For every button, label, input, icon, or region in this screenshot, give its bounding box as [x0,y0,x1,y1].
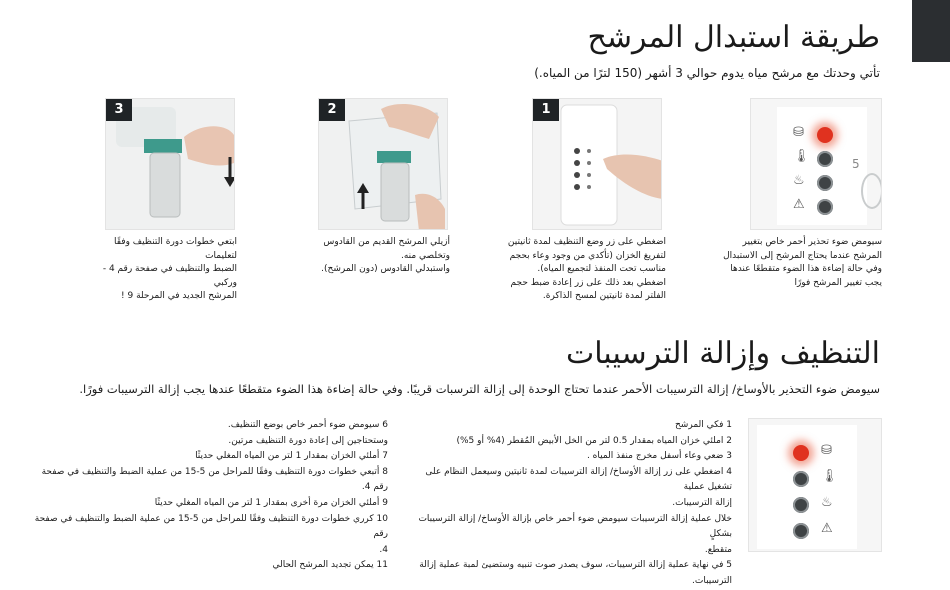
dial-knob [861,173,882,209]
list-item: 6 سيومض ضوء أحمر خاص بوضع التنظيف. [227,420,388,430]
section1-intro: تأتي وحدتك مع مرشح مياه يدوم حوالي 3 أشهر (150 لترًا من المياه.) [534,66,880,80]
control-panel-image-2 [748,418,882,552]
panel-button-2 [793,471,809,487]
step1-caption-line: لتفريغ الخزان (تأكدي من وجود وعاء بحجم [509,250,666,261]
thermometer-icon: 🌡 [821,469,838,484]
panel-caption-line: المرشح عندما يحتاج المرشح إلى الاستبدال [723,250,882,261]
filter-cartridge-icon: ⛁ [793,125,804,140]
list-item: 7 أملئي الخزان بمقدار 1 لتر من المياه المغلي حديثًا [195,451,388,462]
step2-caption [300,236,450,277]
step3-caption-line: ابتعي خطوات دورة التنظيف وفقًا لتعليمات [113,237,237,261]
list-item: 4. [379,544,388,555]
list-item: 1 فكي المرشح [675,420,732,430]
step3-caption-line: الضبط والتنظيف في صفحة رقم 4 - وركبي [102,264,237,288]
step1-number-badge: 1 [533,99,559,121]
step1-caption [490,236,666,304]
list-item: 2 املئي خزان المياه بمقدار 0.5 لتر من الخل الأبيض المُقطر (4% أو 5%) [456,435,732,446]
list-item: متقطع. [704,544,732,555]
list-item: 3 ضعي وعاء أسفل مخرج منفذ المياه . [586,451,732,462]
list-item: خلال عملية إزالة الترسيبات سيومض ضوء أحمر خاص بإزالة الأوساخ/ إزالة الترسيبات بشكلٍ [418,513,732,540]
section1-title: طريقة استبدال المرشح [587,20,880,55]
list-item: 5 في نهاية عملية إزالة الترسيبات، سوف يصدر صوت تنبيه وستضيئ لمبة عملية إزالة الترسيبات. [419,560,732,586]
kettle-icon: ♨ [821,495,833,510]
step3-illustration [105,98,235,230]
thermometer-icon: 🌡 [793,149,810,164]
step1-illustration [532,98,662,230]
control-panel-image-1 [750,98,882,230]
list-item: 11 يمكن تجديد المرشح الحالي [272,560,388,571]
panel-button-2 [817,151,833,167]
list-item: إزالة الترسيبات. [672,497,732,508]
list-item: 8 أتبعي خطوات دورة التنظيف وفقًا للمراحل من 5-15 من عملية الضبط والتنظيف في صفحة رقم 4. [41,466,388,493]
step2-caption-line: واستبدلي القادوس (دون المرشح). [321,264,450,274]
step3-caption-line: المرشح الجديد في المرحلة 9 ! [121,291,237,301]
panel-caption-line: سيومض ضوء تحذير أحمر خاص بتغيير [742,237,882,247]
descaling-steps-6-11 [28,418,388,574]
panel-button-4 [817,199,833,215]
warning-triangle-icon: ⚠ [821,521,833,536]
page-corner-tab [912,0,950,62]
list-item: 9 أملئي الخزان مرة أخرى بمقدار 1 لتر من المياه المغلي حديثًا [154,497,388,508]
list-item: وستحتاجين إلى إعادة دورة التنظيف مرتين. [228,435,388,446]
descale-icon: ⛁ [821,443,832,458]
panel-button-3 [793,497,809,513]
descaling-steps-1-5 [402,418,732,590]
panel-caption-line: يجب تغيير المرشح فورًا [794,277,882,288]
panel-caption-line: وفي حالة إضاءة هذا الضوء متقطعًا عندها [730,264,882,274]
descale-warning-light [793,445,809,461]
step1-caption-line: اضغطي على زر وضع التنظيف لمدة ثانيتين [507,237,666,247]
step3-number-badge: 3 [106,99,132,121]
section2-title: التنظيف وإزالة الترسيبات [566,336,880,371]
panel-caption [716,236,882,290]
step2-caption-line: أزيلي المرشح القديم من القادوس [323,237,450,247]
list-item: 10 كرري خطوات دورة التنظيف وفقًا للمراحل من 5-15 من عملية الضبط والتنظيف في صفحة رقم [34,513,388,540]
filter-warning-light [817,127,833,143]
step2-illustration [318,98,448,230]
list-item: 4 اضغطي على زر إزالة الأوساخ/ إزالة الترسيبات لمدة ثانيتين وسيعمل النظام على تشغيل عملية [425,466,732,493]
panel-digit: 5 [852,157,860,171]
step1-caption-line: الفلتر لمدة ثانيتين لمسح الذاكرة. [542,291,666,301]
panel-button-4 [793,523,809,539]
warning-triangle-icon: ⚠ [793,197,805,212]
panel-button-3 [817,175,833,191]
section2-intro: سيومض ضوء التحذير بالأوساخ/ إزالة الترسيبات الأحمر عندما تحتاج الوحدة إلى إزالة الترسبات قريبًا. وفي حالة إضاءة هذا الضوء متقطعًا عندها يجب إزالة الترسيبات فورًا. [79,382,880,396]
step1-caption-line: مناسب تحت المنفذ لتجميع المياه). [537,264,666,274]
step1-caption-line: اضغطي بعد ذلك على زر إعادة ضبط حجم [510,277,666,288]
step2-number-badge: 2 [319,99,345,121]
step2-caption-line: وتخلصي منه. [400,250,450,261]
step3-caption [87,236,237,304]
kettle-icon: ♨ [793,173,805,188]
